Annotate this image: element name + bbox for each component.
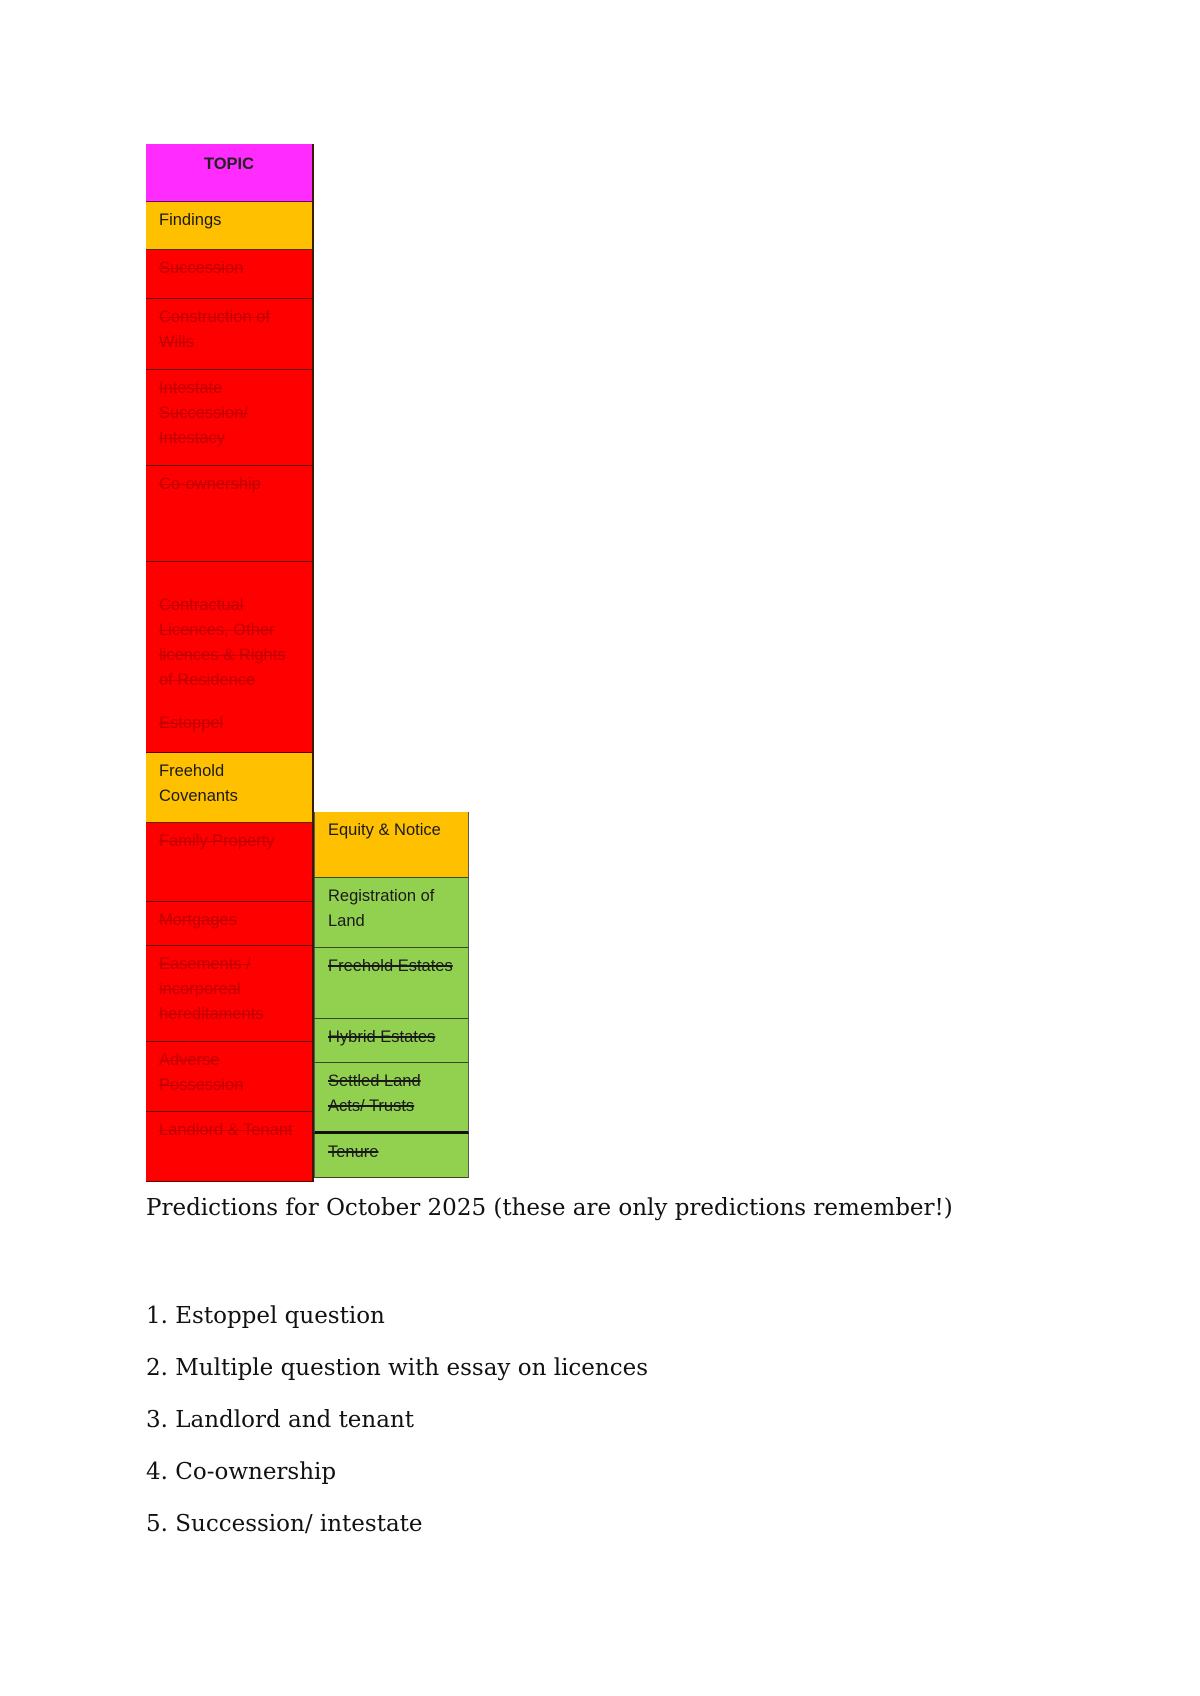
topic-cell-registration-of-land: Registration of Land [314,878,469,948]
list-item: 5. Succession/ intestate [146,1511,423,1537]
topic-cell-family-property: Family Property [146,823,314,902]
topic-cell-contractual-licences [146,562,314,753]
list-item: 2. Multiple question with essay on licences [146,1355,649,1381]
topic-cell-mortgages: Mortgages [146,902,314,946]
topic-cell-tenure: Tenure [314,1134,469,1178]
contractual-licences-label: Contractual Licences, Other licences & Rights of Residence [159,596,286,689]
topic-cell-freehold-covenants: Freehold Covenants [146,753,314,823]
topic-cell-freehold-estates: Freehold Estates [314,948,469,1019]
topic-cell-succession: Succession [146,250,314,299]
topic-cell-settled-land-acts: Settled Land Acts/ Trusts [314,1063,469,1134]
topic-cell-co-ownership: Co-ownership [146,466,314,562]
list-item: 4. Co-ownership [146,1459,337,1485]
estoppel-label: Estoppel [159,714,224,732]
predictions-heading: Predictions for October 2025 (these are only predictions remember!) [146,1195,953,1221]
list-item: 1. Estoppel question [146,1303,385,1329]
predictions-list [146,1301,648,1561]
topic-cell-equity-notice: Equity & Notice [314,812,469,878]
topic-cell-hybrid-estates: Hybrid Estates [314,1019,469,1063]
topic-cell-construction-of-wills: Construction of Wills [146,299,314,370]
topic-cell-intestate-succession: Intestate Succession/ Intestacy [146,370,314,466]
table-header-topic: TOPIC [146,144,314,202]
topic-cell-landlord-tenant: Landlord & Tenant [146,1112,314,1182]
topic-cell-adverse-possession: Adverse Possession [146,1042,314,1112]
list-item: 3. Landlord and tenant [146,1407,415,1433]
topic-cell-easements: Easements / incorporeal hereditaments [146,946,314,1042]
topic-cell-findings: Findings [146,202,314,250]
